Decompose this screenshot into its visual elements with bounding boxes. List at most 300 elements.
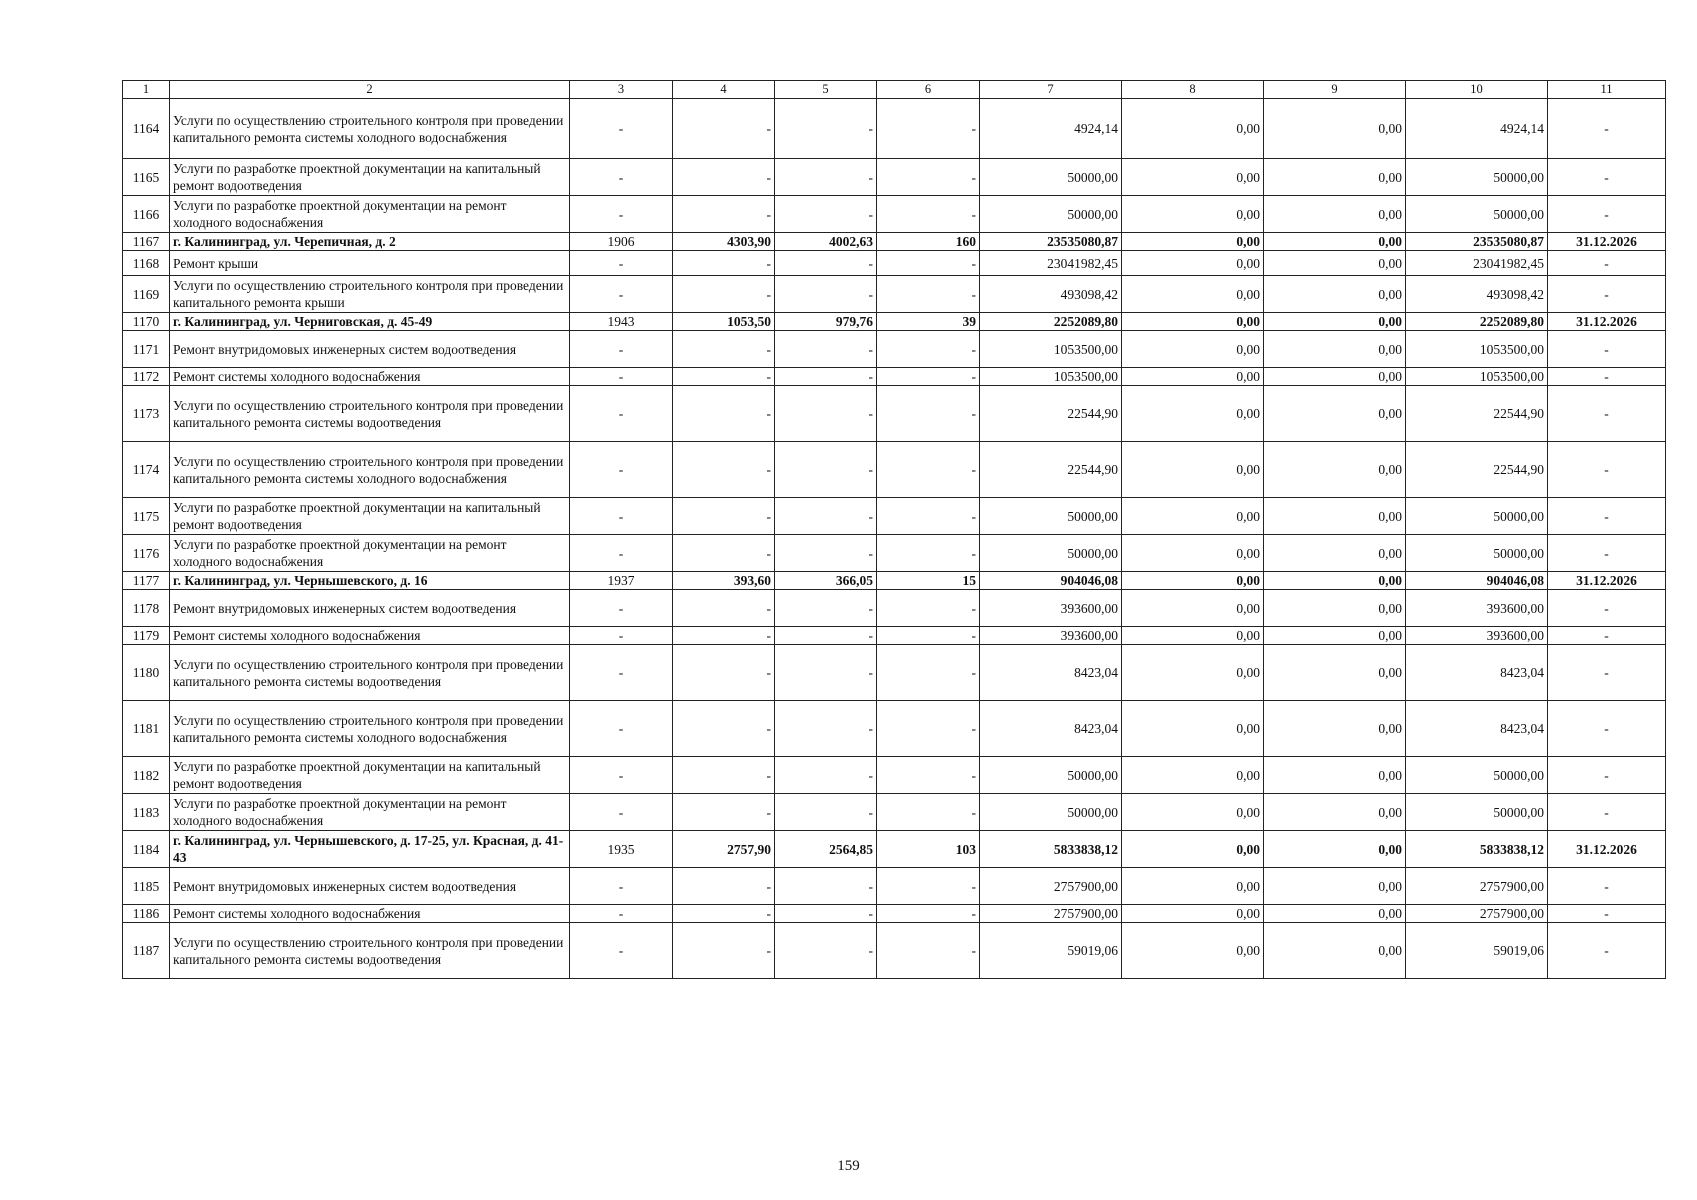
work-name-cell: Ремонт внутридомовых инженерных систем водоотведения	[170, 590, 570, 627]
total-area-cell: -	[673, 701, 775, 757]
fund-cost-cell: 0,00	[1122, 627, 1264, 645]
living-area-cell: -	[775, 701, 877, 757]
year-cell: -	[570, 498, 673, 535]
total-cost-cell: 393600,00	[980, 627, 1122, 645]
fund-cost-cell: 0,00	[1122, 331, 1264, 368]
living-area-cell: -	[775, 99, 877, 159]
living-area-cell: -	[775, 368, 877, 386]
completion-date-cell: -	[1548, 868, 1666, 905]
work-name-cell: г. Калининград, ул. Чернышевского, д. 16	[170, 572, 570, 590]
total-cost-cell: 22544,90	[980, 442, 1122, 498]
completion-date-cell: 31.12.2026	[1548, 572, 1666, 590]
total-cost-cell: 50000,00	[980, 196, 1122, 233]
completion-date-cell: -	[1548, 196, 1666, 233]
row-number-cell: 1168	[123, 251, 170, 276]
owners-cost-cell: 904046,08	[1406, 572, 1548, 590]
fund-cost-cell: 0,00	[1122, 794, 1264, 831]
completion-date-cell: -	[1548, 645, 1666, 701]
budget-cost-cell: 0,00	[1264, 590, 1406, 627]
fund-cost-cell: 0,00	[1122, 368, 1264, 386]
owners-cost-cell: 5833838,12	[1406, 831, 1548, 868]
fund-cost-cell: 0,00	[1122, 159, 1264, 196]
row-number-cell: 1184	[123, 831, 170, 868]
row-number-cell: 1167	[123, 233, 170, 251]
building-address-row	[123, 572, 1666, 590]
residents-cell: 39	[877, 313, 980, 331]
building-address-row	[123, 313, 1666, 331]
work-item-row	[123, 923, 1666, 979]
year-cell: -	[570, 905, 673, 923]
fund-cost-cell: 0,00	[1122, 498, 1264, 535]
work-item-row	[123, 757, 1666, 794]
total-area-cell: -	[673, 905, 775, 923]
fund-cost-cell: 0,00	[1122, 313, 1264, 331]
total-cost-cell: 22544,90	[980, 386, 1122, 442]
residents-cell: -	[877, 331, 980, 368]
year-cell: -	[570, 868, 673, 905]
row-number-cell: 1175	[123, 498, 170, 535]
owners-cost-cell: 50000,00	[1406, 498, 1548, 535]
residents-cell: -	[877, 905, 980, 923]
year-cell: -	[570, 590, 673, 627]
living-area-cell: -	[775, 627, 877, 645]
row-number-cell: 1185	[123, 868, 170, 905]
owners-cost-cell: 59019,06	[1406, 923, 1548, 979]
living-area-cell: -	[775, 276, 877, 313]
fund-cost-cell: 0,00	[1122, 923, 1264, 979]
total-area-cell: -	[673, 196, 775, 233]
residents-cell: -	[877, 386, 980, 442]
work-item-row	[123, 535, 1666, 572]
living-area-cell: -	[775, 159, 877, 196]
total-cost-cell: 393600,00	[980, 590, 1122, 627]
owners-cost-cell: 50000,00	[1406, 757, 1548, 794]
page-number: 159	[837, 1158, 860, 1174]
completion-date-cell: -	[1548, 386, 1666, 442]
completion-date-cell: 31.12.2026	[1548, 233, 1666, 251]
work-name-cell: Услуги по осуществлению строительного контроля при проведении капитального ремонта системы водоотведения	[170, 645, 570, 701]
work-item-row	[123, 331, 1666, 368]
work-item-row	[123, 627, 1666, 645]
total-cost-cell: 23041982,45	[980, 251, 1122, 276]
column-number: 3	[570, 81, 673, 99]
column-number-row	[123, 81, 1666, 99]
residents-cell: -	[877, 442, 980, 498]
year-cell: -	[570, 159, 673, 196]
budget-cost-cell: 0,00	[1264, 627, 1406, 645]
fund-cost-cell: 0,00	[1122, 757, 1264, 794]
fund-cost-cell: 0,00	[1122, 442, 1264, 498]
total-area-cell: -	[673, 442, 775, 498]
fund-cost-cell: 0,00	[1122, 645, 1264, 701]
fund-cost-cell: 0,00	[1122, 233, 1264, 251]
column-number: 10	[1406, 81, 1548, 99]
column-number: 5	[775, 81, 877, 99]
budget-cost-cell: 0,00	[1264, 701, 1406, 757]
residents-cell: -	[877, 251, 980, 276]
living-area-cell: -	[775, 923, 877, 979]
work-name-cell: Услуги по разработке проектной документации на ремонт холодного водоснабжения	[170, 535, 570, 572]
work-item-row	[123, 196, 1666, 233]
residents-cell: 103	[877, 831, 980, 868]
budget-cost-cell: 0,00	[1264, 331, 1406, 368]
row-number-cell: 1187	[123, 923, 170, 979]
work-name-cell: Ремонт крыши	[170, 251, 570, 276]
living-area-cell: 979,76	[775, 313, 877, 331]
total-area-cell: -	[673, 368, 775, 386]
year-cell: -	[570, 276, 673, 313]
row-number-cell: 1166	[123, 196, 170, 233]
fund-cost-cell: 0,00	[1122, 535, 1264, 572]
budget-cost-cell: 0,00	[1264, 645, 1406, 701]
total-cost-cell: 5833838,12	[980, 831, 1122, 868]
total-cost-cell: 59019,06	[980, 923, 1122, 979]
work-item-row	[123, 498, 1666, 535]
residents-cell: -	[877, 276, 980, 313]
residents-cell: -	[877, 794, 980, 831]
total-cost-cell: 2252089,80	[980, 313, 1122, 331]
work-item-row	[123, 99, 1666, 159]
work-item-row	[123, 276, 1666, 313]
total-cost-cell: 50000,00	[980, 498, 1122, 535]
residents-cell: -	[877, 535, 980, 572]
living-area-cell: -	[775, 590, 877, 627]
total-cost-cell: 8423,04	[980, 701, 1122, 757]
row-number-cell: 1186	[123, 905, 170, 923]
completion-date-cell: -	[1548, 794, 1666, 831]
living-area-cell: -	[775, 905, 877, 923]
owners-cost-cell: 22544,90	[1406, 442, 1548, 498]
budget-cost-cell: 0,00	[1264, 572, 1406, 590]
budget-cost-cell: 0,00	[1264, 233, 1406, 251]
total-area-cell: -	[673, 331, 775, 368]
living-area-cell: -	[775, 794, 877, 831]
work-name-cell: Ремонт системы холодного водоснабжения	[170, 905, 570, 923]
year-cell: -	[570, 923, 673, 979]
living-area-cell: -	[775, 498, 877, 535]
residents-cell: -	[877, 368, 980, 386]
owners-cost-cell: 50000,00	[1406, 196, 1548, 233]
residents-cell: -	[877, 159, 980, 196]
completion-date-cell: -	[1548, 923, 1666, 979]
completion-date-cell: -	[1548, 498, 1666, 535]
completion-date-cell: -	[1548, 251, 1666, 276]
work-item-row	[123, 251, 1666, 276]
year-cell: -	[570, 331, 673, 368]
work-item-row	[123, 159, 1666, 196]
budget-cost-cell: 0,00	[1264, 251, 1406, 276]
fund-cost-cell: 0,00	[1122, 701, 1264, 757]
year-cell: 1935	[570, 831, 673, 868]
total-area-cell: -	[673, 99, 775, 159]
residents-cell: 160	[877, 233, 980, 251]
residents-cell: -	[877, 645, 980, 701]
work-name-cell: Услуги по осуществлению строительного контроля при проведении капитального ремонта системы водоотведения	[170, 923, 570, 979]
total-area-cell: -	[673, 757, 775, 794]
row-number-cell: 1182	[123, 757, 170, 794]
year-cell: -	[570, 757, 673, 794]
living-area-cell: -	[775, 757, 877, 794]
fund-cost-cell: 0,00	[1122, 276, 1264, 313]
column-number: 2	[170, 81, 570, 99]
total-area-cell: -	[673, 868, 775, 905]
work-item-row	[123, 368, 1666, 386]
total-area-cell: -	[673, 535, 775, 572]
completion-date-cell: -	[1548, 905, 1666, 923]
column-number: 7	[980, 81, 1122, 99]
total-cost-cell: 904046,08	[980, 572, 1122, 590]
row-number-cell: 1169	[123, 276, 170, 313]
capital-repair-table	[122, 80, 1666, 979]
residents-cell: -	[877, 196, 980, 233]
building-address-row	[123, 831, 1666, 868]
work-name-cell: Услуги по осуществлению строительного контроля при проведении капитального ремонта системы холодного водоснабжения	[170, 701, 570, 757]
budget-cost-cell: 0,00	[1264, 442, 1406, 498]
work-name-cell: Услуги по осуществлению строительного контроля при проведении капитального ремонта крыши	[170, 276, 570, 313]
budget-cost-cell: 0,00	[1264, 794, 1406, 831]
budget-cost-cell: 0,00	[1264, 905, 1406, 923]
work-name-cell: г. Калининград, ул. Черепичная, д. 2	[170, 233, 570, 251]
work-name-cell: Услуги по осуществлению строительного контроля при проведении капитального ремонта системы водоотведения	[170, 386, 570, 442]
residents-cell: -	[877, 590, 980, 627]
year-cell: -	[570, 386, 673, 442]
column-number: 9	[1264, 81, 1406, 99]
owners-cost-cell: 23535080,87	[1406, 233, 1548, 251]
table-body	[123, 81, 1666, 979]
work-name-cell: Услуги по разработке проектной документации на капитальный ремонт водоотведения	[170, 757, 570, 794]
year-cell: -	[570, 99, 673, 159]
total-area-cell: -	[673, 498, 775, 535]
budget-cost-cell: 0,00	[1264, 276, 1406, 313]
fund-cost-cell: 0,00	[1122, 196, 1264, 233]
fund-cost-cell: 0,00	[1122, 868, 1264, 905]
living-area-cell: -	[775, 251, 877, 276]
year-cell: -	[570, 794, 673, 831]
residents-cell: -	[877, 498, 980, 535]
row-number-cell: 1174	[123, 442, 170, 498]
fund-cost-cell: 0,00	[1122, 905, 1264, 923]
year-cell: 1906	[570, 233, 673, 251]
completion-date-cell: -	[1548, 590, 1666, 627]
work-name-cell: Услуги по осуществлению строительного контроля при проведении капитального ремонта системы холодного водоснабжения	[170, 442, 570, 498]
completion-date-cell: -	[1548, 159, 1666, 196]
completion-date-cell: -	[1548, 276, 1666, 313]
row-number-cell: 1172	[123, 368, 170, 386]
total-area-cell: -	[673, 645, 775, 701]
work-name-cell: Услуги по разработке проектной документации на капитальный ремонт водоотведения	[170, 498, 570, 535]
row-number-cell: 1171	[123, 331, 170, 368]
residents-cell: -	[877, 868, 980, 905]
residents-cell: 15	[877, 572, 980, 590]
work-item-row	[123, 590, 1666, 627]
year-cell: -	[570, 442, 673, 498]
budget-cost-cell: 0,00	[1264, 923, 1406, 979]
owners-cost-cell: 493098,42	[1406, 276, 1548, 313]
work-item-row	[123, 645, 1666, 701]
total-cost-cell: 4924,14	[980, 99, 1122, 159]
fund-cost-cell: 0,00	[1122, 590, 1264, 627]
work-item-row	[123, 442, 1666, 498]
work-item-row	[123, 868, 1666, 905]
total-area-cell: 393,60	[673, 572, 775, 590]
completion-date-cell: -	[1548, 701, 1666, 757]
column-number: 11	[1548, 81, 1666, 99]
work-name-cell: Услуги по разработке проектной документации на капитальный ремонт водоотведения	[170, 159, 570, 196]
year-cell: 1937	[570, 572, 673, 590]
completion-date-cell: -	[1548, 627, 1666, 645]
residents-cell: -	[877, 757, 980, 794]
work-name-cell: Услуги по осуществлению строительного контроля при проведении капитального ремонта системы холодного водоснабжения	[170, 99, 570, 159]
total-cost-cell: 23535080,87	[980, 233, 1122, 251]
work-item-row	[123, 905, 1666, 923]
living-area-cell: -	[775, 331, 877, 368]
fund-cost-cell: 0,00	[1122, 831, 1264, 868]
total-cost-cell: 1053500,00	[980, 331, 1122, 368]
owners-cost-cell: 8423,04	[1406, 701, 1548, 757]
row-number-cell: 1165	[123, 159, 170, 196]
living-area-cell: -	[775, 535, 877, 572]
total-area-cell: -	[673, 923, 775, 979]
fund-cost-cell: 0,00	[1122, 99, 1264, 159]
residents-cell: -	[877, 99, 980, 159]
total-cost-cell: 50000,00	[980, 757, 1122, 794]
column-number: 4	[673, 81, 775, 99]
owners-cost-cell: 393600,00	[1406, 590, 1548, 627]
owners-cost-cell: 23041982,45	[1406, 251, 1548, 276]
budget-cost-cell: 0,00	[1264, 386, 1406, 442]
completion-date-cell: -	[1548, 757, 1666, 794]
completion-date-cell: -	[1548, 535, 1666, 572]
total-cost-cell: 50000,00	[980, 159, 1122, 196]
total-area-cell: -	[673, 276, 775, 313]
owners-cost-cell: 22544,90	[1406, 386, 1548, 442]
residents-cell: -	[877, 627, 980, 645]
work-name-cell: Ремонт системы холодного водоснабжения	[170, 368, 570, 386]
budget-cost-cell: 0,00	[1264, 498, 1406, 535]
building-address-row	[123, 233, 1666, 251]
total-cost-cell: 50000,00	[980, 535, 1122, 572]
living-area-cell: -	[775, 386, 877, 442]
living-area-cell: -	[775, 196, 877, 233]
total-cost-cell: 8423,04	[980, 645, 1122, 701]
budget-cost-cell: 0,00	[1264, 196, 1406, 233]
year-cell: -	[570, 627, 673, 645]
budget-cost-cell: 0,00	[1264, 99, 1406, 159]
row-number-cell: 1183	[123, 794, 170, 831]
work-item-row	[123, 794, 1666, 831]
owners-cost-cell: 2252089,80	[1406, 313, 1548, 331]
work-name-cell: Ремонт внутридомовых инженерных систем водоотведения	[170, 868, 570, 905]
completion-date-cell: -	[1548, 442, 1666, 498]
total-area-cell: 4303,90	[673, 233, 775, 251]
completion-date-cell: 31.12.2026	[1548, 313, 1666, 331]
total-area-cell: -	[673, 159, 775, 196]
row-number-cell: 1164	[123, 99, 170, 159]
total-cost-cell: 1053500,00	[980, 368, 1122, 386]
work-item-row	[123, 386, 1666, 442]
column-number: 6	[877, 81, 980, 99]
budget-cost-cell: 0,00	[1264, 159, 1406, 196]
owners-cost-cell: 8423,04	[1406, 645, 1548, 701]
residents-cell: -	[877, 923, 980, 979]
work-name-cell: Услуги по разработке проектной документации на ремонт холодного водоснабжения	[170, 794, 570, 831]
row-number-cell: 1173	[123, 386, 170, 442]
budget-cost-cell: 0,00	[1264, 757, 1406, 794]
row-number-cell: 1178	[123, 590, 170, 627]
work-name-cell: г. Калининград, ул. Чернышевского, д. 17-25, ул. Красная, д. 41-43	[170, 831, 570, 868]
year-cell: -	[570, 368, 673, 386]
year-cell: -	[570, 535, 673, 572]
owners-cost-cell: 50000,00	[1406, 535, 1548, 572]
total-area-cell: -	[673, 590, 775, 627]
budget-cost-cell: 0,00	[1264, 535, 1406, 572]
total-area-cell: 2757,90	[673, 831, 775, 868]
year-cell: -	[570, 645, 673, 701]
owners-cost-cell: 1053500,00	[1406, 368, 1548, 386]
total-area-cell: -	[673, 386, 775, 442]
completion-date-cell: -	[1548, 99, 1666, 159]
total-area-cell: -	[673, 794, 775, 831]
living-area-cell: 4002,63	[775, 233, 877, 251]
budget-cost-cell: 0,00	[1264, 868, 1406, 905]
row-number-cell: 1180	[123, 645, 170, 701]
owners-cost-cell: 393600,00	[1406, 627, 1548, 645]
living-area-cell: 366,05	[775, 572, 877, 590]
budget-cost-cell: 0,00	[1264, 368, 1406, 386]
completion-date-cell: 31.12.2026	[1548, 831, 1666, 868]
owners-cost-cell: 50000,00	[1406, 159, 1548, 196]
work-item-row	[123, 701, 1666, 757]
fund-cost-cell: 0,00	[1122, 572, 1264, 590]
owners-cost-cell: 2757900,00	[1406, 905, 1548, 923]
fund-cost-cell: 0,00	[1122, 386, 1264, 442]
completion-date-cell: -	[1548, 331, 1666, 368]
total-cost-cell: 50000,00	[980, 794, 1122, 831]
year-cell: -	[570, 701, 673, 757]
row-number-cell: 1170	[123, 313, 170, 331]
row-number-cell: 1177	[123, 572, 170, 590]
budget-cost-cell: 0,00	[1264, 831, 1406, 868]
fund-cost-cell: 0,00	[1122, 251, 1264, 276]
owners-cost-cell: 1053500,00	[1406, 331, 1548, 368]
owners-cost-cell: 2757900,00	[1406, 868, 1548, 905]
total-cost-cell: 2757900,00	[980, 905, 1122, 923]
row-number-cell: 1176	[123, 535, 170, 572]
year-cell: 1943	[570, 313, 673, 331]
completion-date-cell: -	[1548, 368, 1666, 386]
year-cell: -	[570, 196, 673, 233]
living-area-cell: -	[775, 442, 877, 498]
year-cell: -	[570, 251, 673, 276]
work-name-cell: Услуги по разработке проектной документации на ремонт холодного водоснабжения	[170, 196, 570, 233]
work-name-cell: Ремонт внутридомовых инженерных систем водоотведения	[170, 331, 570, 368]
work-name-cell: Ремонт системы холодного водоснабжения	[170, 627, 570, 645]
residents-cell: -	[877, 701, 980, 757]
living-area-cell: 2564,85	[775, 831, 877, 868]
total-area-cell: -	[673, 627, 775, 645]
owners-cost-cell: 50000,00	[1406, 794, 1548, 831]
row-number-cell: 1179	[123, 627, 170, 645]
row-number-cell: 1181	[123, 701, 170, 757]
work-name-cell: г. Калининград, ул. Черниговская, д. 45-49	[170, 313, 570, 331]
column-number: 8	[1122, 81, 1264, 99]
owners-cost-cell: 4924,14	[1406, 99, 1548, 159]
total-area-cell: -	[673, 251, 775, 276]
total-cost-cell: 493098,42	[980, 276, 1122, 313]
living-area-cell: -	[775, 645, 877, 701]
living-area-cell: -	[775, 868, 877, 905]
total-area-cell: 1053,50	[673, 313, 775, 331]
